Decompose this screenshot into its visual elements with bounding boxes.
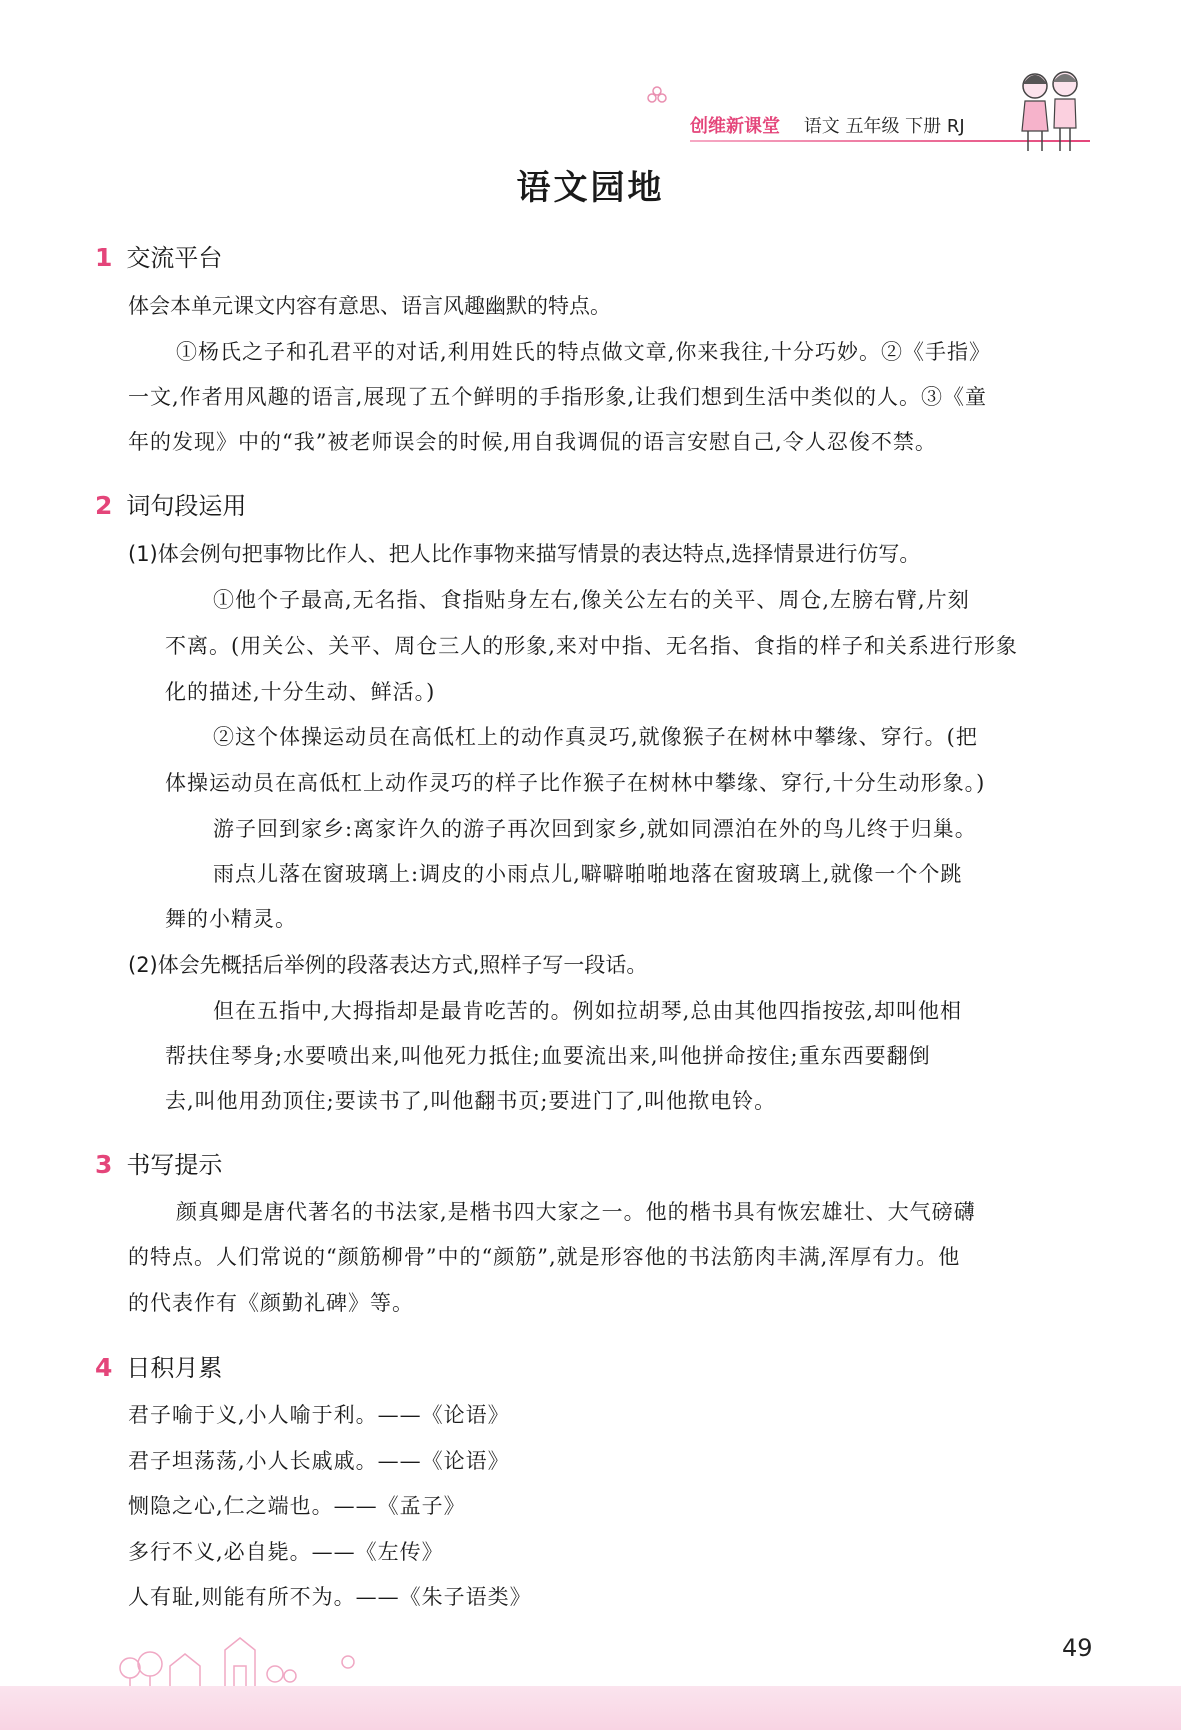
section-number: 4 (95, 1353, 113, 1382)
text-line: ②这个体操运动员在高低杠上的动作真灵巧,就像猴子在树林中攀缘、穿行。(把 (213, 725, 978, 749)
quote-line: 多行不义,必自毙。——《左传》 (128, 1540, 444, 1564)
text-line: 年的发现》中的“我”被老师误会的时候,用自我调侃的语言安慰自己,令人忍俊不禁。 (128, 430, 937, 454)
section-number: 3 (95, 1150, 113, 1179)
text-line: (2)体会先概括后举例的段落表达方式,照样子写一段话。 (128, 953, 648, 977)
section-heading-2 (95, 486, 246, 520)
section-heading-3 (95, 1145, 222, 1179)
text-line: 帮扶住琴身;水要喷出来,叫他死力抵住;血要流出来,叫他拼命按住;重东西要翻倒 (165, 1044, 931, 1068)
text-line: 但在五指中,大拇指却是最肯吃苦的。例如拉胡琴,总由其他四指按弦,却叫他相 (213, 999, 963, 1023)
house-tree-decoration-icon (110, 1620, 370, 1690)
book-info: 语文 五年级 下册 RJ (803, 116, 965, 137)
quote-line: 恻隐之心,仁之端也。——《孟子》 (128, 1494, 466, 1518)
text-line: 游子回到家乡:离家许久的游子再次回到家乡,就如同漂泊在外的鸟儿终于归巢。 (213, 817, 977, 841)
section-title: 日积月累 (126, 1354, 223, 1382)
quote-line: 君子坦荡荡,小人长戚戚。——《论语》 (128, 1449, 510, 1473)
quote-line: 君子喻于义,小人喻于利。——《论语》 (128, 1403, 510, 1427)
text-line: 颜真卿是唐代著名的书法家,是楷书四大家之一。他的楷书具有恢宏雄壮、大气磅礴 (176, 1200, 976, 1224)
text-line: 体操运动员在高低杠上动作灵巧的样子比作猴子在树林中攀缘、穿行,十分生动形象。) (165, 771, 986, 795)
brand-label: 创维新课堂 (690, 116, 780, 137)
section-heading-1 (95, 238, 222, 272)
text-line: 化的描述,十分生动、鲜活。) (165, 680, 436, 704)
flower-decoration-icon (645, 84, 669, 108)
text-line: 不离。(用关公、关平、周仓三人的形象,来对中指、无名指、食指的样子和关系进行形象 (165, 634, 1018, 658)
text-line: 舞的小精灵。 (165, 907, 297, 931)
text-line: 的特点。人们常说的“颜筋柳骨”中的“颜筋”,就是形容他的书法筋肉丰满,浑厚有力。他 (128, 1245, 961, 1269)
text-line: 的代表作有《颜勤礼碑》等。 (128, 1291, 414, 1315)
section-number: 2 (95, 491, 113, 520)
page-number: 49 (1062, 1634, 1093, 1662)
footer-band (0, 1686, 1181, 1730)
text-line: 体会本单元课文内容有意思、语言风趣幽默的特点。 (128, 294, 611, 318)
quote-line: 人有耻,则能有所不为。——《朱子语类》 (128, 1585, 532, 1609)
section-title: 交流平台 (126, 244, 223, 272)
text-line: ①杨氏之子和孔君平的对话,利用姓氏的特点做文章,你来我往,十分巧妙。②《手指》 (176, 340, 992, 364)
section-heading-4 (95, 1348, 222, 1382)
children-illustration-icon (1010, 66, 1090, 156)
section-title: 词句段运用 (126, 492, 247, 520)
section-title: 书写提示 (126, 1151, 223, 1179)
text-line: 一文,作者用风趣的语言,展现了五个鲜明的手指形象,让我们想到生活中类似的人。③《童 (128, 385, 988, 409)
text-line: (1)体会例句把事物比作人、把人比作事物来描写情景的表达特点,选择情景进行仿写。 (128, 542, 921, 566)
section-number: 1 (95, 243, 113, 272)
text-line: 雨点儿落在窗玻璃上:调皮的小雨点儿,噼噼啪啪地落在窗玻璃上,就像一个个跳 (213, 862, 963, 886)
page-title: 语文园地 (516, 168, 665, 208)
text-line: ①他个子最高,无名指、食指贴身左右,像关公左右的关平、周仓,左膀右臂,片刻 (213, 588, 970, 612)
text-line: 去,叫他用劲顶住;要读书了,叫他翻书页;要进门了,叫他揿电铃。 (165, 1089, 777, 1113)
